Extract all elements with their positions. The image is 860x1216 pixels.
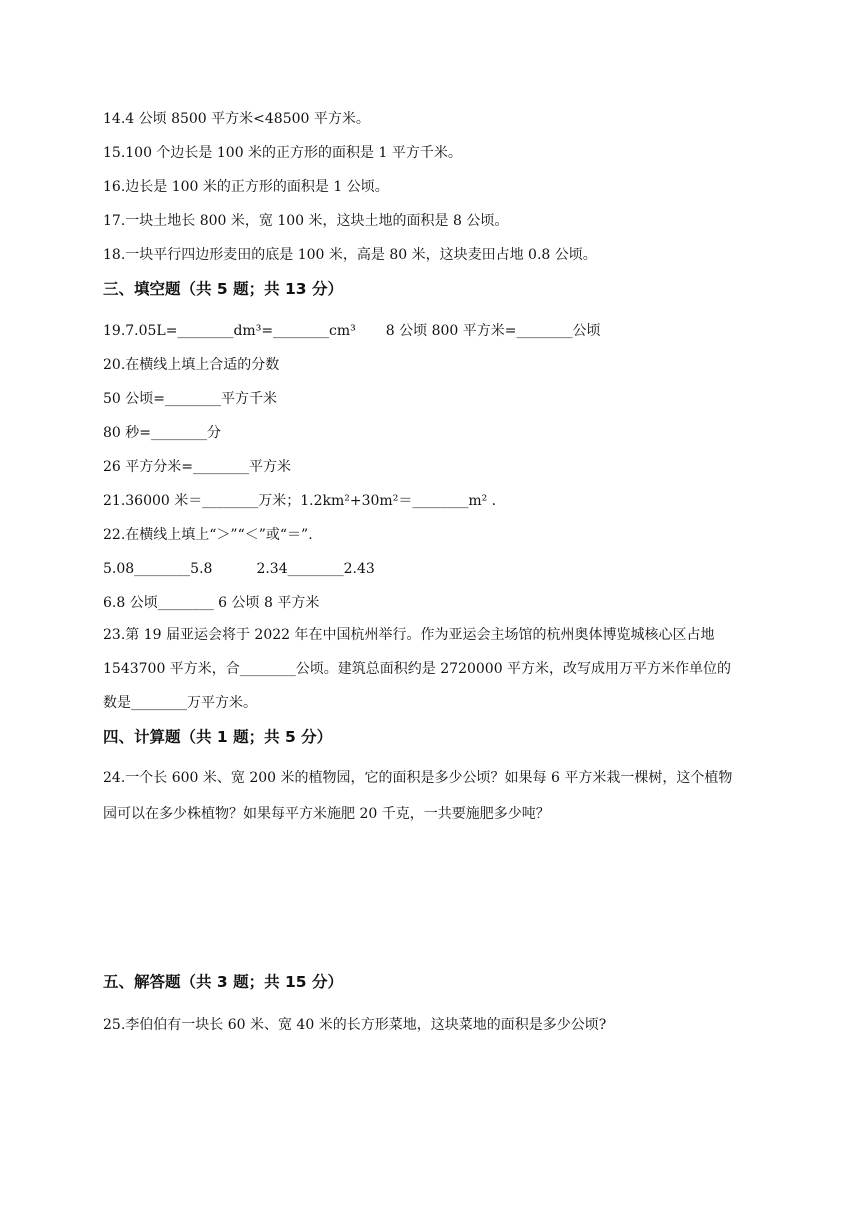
question-20-item-1: 50 公顷=________平方千米 <box>103 391 277 407</box>
question-24-line-2: 园可以在多少株植物？如果每平方米施肥 20 千克，一共要施肥多少吨？ <box>103 806 550 822</box>
question-23-line-2: 1543700 平方米，合________公顷。建筑总面积约是 2720000 平方米，改写成用万平方米作单位的 <box>103 661 732 677</box>
question-14: 14.4 公顷 8500 平方米<48500 平方米。 <box>103 111 370 127</box>
question-20: 20.在横线上填上合适的分数 <box>103 357 280 373</box>
question-16: 16.边长是 100 米的正方形的面积是 1 公顷。 <box>103 179 389 195</box>
question-22-item-c: 6.8 公顷________ 6 公顷 8 平方米 <box>103 595 320 611</box>
question-22-item-b: 2.34________2.43 <box>256 561 375 577</box>
question-15: 15.100 个边长是 100 米的正方形的面积是 1 平方千米。 <box>103 145 462 161</box>
question-17: 17.一块土地长 800 米，宽 100 米，这块土地的面积是 8 公顷。 <box>103 213 509 229</box>
question-23-line-1: 23.第 19 届亚运会将于 2022 年在中国杭州举行。作为亚运会主场馆的杭州奥体博览城核心区占地 <box>103 627 715 643</box>
question-22-row-1 <box>103 559 375 579</box>
section-heading-answer: 五、解答题（共 3 题；共 15 分） <box>103 973 343 991</box>
question-19-part-b: 8 公顷 800 平方米=________公顷 <box>385 323 601 339</box>
question-25: 25.李伯伯有一块长 60 米、宽 40 米的长方形菜地，这块菜地的面积是多少公顷? <box>103 1017 607 1033</box>
question-18: 18.一块平行四边形麦田的底是 100 米，高是 80 米，这块麦田占地 0.8 公顷。 <box>103 247 597 263</box>
question-19-part-a: 19.7.05L=________dm³=________cm³ <box>103 323 356 339</box>
question-22-item-a: 5.08________5.8 <box>103 561 213 577</box>
question-23-line-3: 数是________万平方米。 <box>103 695 257 711</box>
question-22: 22.在横线上填上“＞”“＜”或“＝”. <box>103 527 313 543</box>
question-24-line-1: 24.一个长 600 米、宽 200 米的植物园，它的面积是多少公顷？如果每 6 平方米栽一棵树，这个植物 <box>103 770 733 786</box>
section-heading-fill-in: 三、填空题（共 5 题；共 13 分） <box>103 280 343 298</box>
question-20-item-3: 26 平方分米=________平方米 <box>103 459 291 475</box>
question-21: 21.36000 米＝________万米；1.2km²+30m²＝________m² . <box>103 493 497 509</box>
question-19 <box>103 321 601 341</box>
section-heading-calculation: 四、计算题（共 1 题；共 5 分） <box>103 728 333 746</box>
question-20-item-2: 80 秒=________分 <box>103 425 221 441</box>
